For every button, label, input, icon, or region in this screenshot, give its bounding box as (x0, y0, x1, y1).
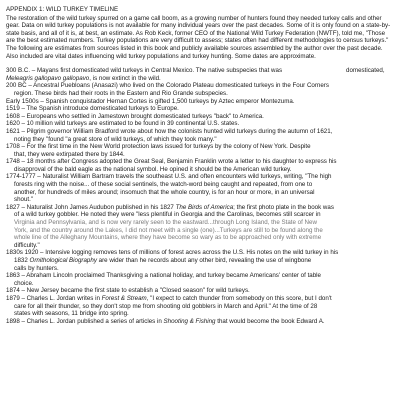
entry-continuation: another, for hundreds of miles around; insomuch that the whole country, is for an hour or more, in an universal (14, 188, 315, 196)
entry-text: 1827 – Naturalist John James Audubon published in his 1827 (6, 203, 174, 211)
timeline-entry-1879 (6, 295, 394, 318)
entry-continuation: states with seasons, 11 bridge into spring. (14, 310, 129, 318)
entry-text: that would become the book Edward A. (217, 317, 325, 325)
entry-text: ; the first photo plate in the book was (233, 203, 334, 211)
entry-text: 1608 – Europeans who settled in Jamestown brought domesticated turkeys "back" to America. (6, 112, 264, 120)
publication-title: Forest & Stream (101, 294, 147, 302)
entry-continuation: whole line of the Alleghany Mountains, where they have become so wary as to be approached only with extreme (14, 234, 322, 242)
entry-text: 1519 – The Spanish introduce domesticated turkeys to Europe. (6, 105, 179, 113)
entry-text: 1863 – Abraham Lincoln proclaimed Thanksgiving a national holiday, and turkey became Americans' center of table (6, 272, 321, 280)
timeline-entry-1774 (6, 173, 394, 203)
entry-text: 1879 – Charles L. Jordan writes in (6, 294, 100, 302)
intro-text: The restoration of the wild turkey spurred on a game call boom, as a growing number of hunters found they needed turkey calls and other gear. Data on wild turkey populations is not available for many individual years over the past decades. Some of it is only found on a state-by-state basis, and all of it is, at best, an estimate. As Rob Keck, former CEO of the National Wild Turkey Federation (NWTF), told me, "Those are the best estimated numbers. Turkey populations are very difficult to assess; states often had different methodologies to census turkeys." The following are estimates from sources listed in this book and publicly available sources assembled by the author over the past decade. Also included are vital dates influencing wild turkey populations and turkey hunting. Some dates are approximate. (6, 14, 391, 60)
entry-continuation: choice. (14, 279, 34, 287)
publication-title: Shooting & Fishing (163, 317, 216, 325)
timeline-entry-1608 (6, 113, 394, 121)
entry-text: 1898 – Charles L. Jordan published a series of articles in (6, 317, 162, 325)
entry-continuation: disapproval of the bald eagle as the national symbol. He opined it should be the American wild turkey. (14, 165, 292, 173)
entry-continuation: difficulty." (14, 241, 40, 249)
timeline-entry-1830s (6, 249, 394, 272)
timeline-entry-300bc (6, 67, 394, 82)
entry-continuation: shout." (14, 196, 34, 204)
entry-continuation: region. These birds had their roots in the Eastern and Rio Grande subspecies. (14, 89, 228, 97)
timeline-entry-200bc (6, 82, 394, 97)
timeline-entry-1827 (6, 204, 394, 250)
entry-continuation: of a wild turkey gobbler. He noted they were "less plentiful in Georgia and the Carolinas, becomes still scarcer in (14, 211, 321, 219)
entry-continuation: noting they "found "a great store of wild turkeys, of which they took many." (14, 135, 217, 143)
timeline-entry-1748 (6, 158, 394, 173)
entry-continuation: that, they were extirpated there by 1844. (14, 150, 125, 158)
timeline-entry-1708 (6, 143, 394, 158)
entry-text: , "I expect to catch thunder from somebody on this score, but I don't (146, 294, 332, 302)
timeline-entry-1874 (6, 287, 394, 295)
entry-text: 200 BC – Ancestral Puebloans (Anasazi) who lived on the Colorado Plateau domesticated turkeys in the Four Corners (6, 82, 329, 90)
species-name: Meleagris gallopavo gallopavo (6, 74, 90, 82)
page-title (6, 6, 394, 14)
entry-continuation: calls by hunters. (14, 264, 59, 272)
entry-text: are wider than he records about any other bird, revealing the use of wingbone (98, 257, 312, 264)
entry-text: 1621 – Pilgrim governor William Bradford wrote about how the colonists hunted wild turkeys during the autumn of 1621, (6, 127, 333, 135)
intro-paragraph (6, 15, 394, 61)
entry-continuation: care for all their thunder, so they don't stop me from shooting old gobblers in March and April." At the time of 28 (14, 302, 318, 310)
entry-continuation: forests ring with the noise... of these social sentinels, the watch-word being caught and repeated, from one to (14, 181, 313, 189)
entry-continuation: Virginia and Pennsylvania, and is now very rarely seen to the eastward...through Long Island, the State of New (14, 219, 317, 227)
book-title: Ornithological Biography (29, 257, 97, 264)
timeline-entry-1863 (6, 272, 394, 287)
entry-continuation: York, and the country around the Lakes, I did not meet with a single (one)...Turkeys are still to be found along the (14, 226, 323, 234)
timeline-entry-1620 (6, 120, 394, 128)
entry-text: 1774-1777 – Naturalist William Bartram travels the southeast U.S. and often encounters wild turkeys, writing, "The high (6, 173, 332, 181)
entry-text: 1620 – 10 million wild turkeys are estimated to be found in 39 continental U.S. states. (6, 120, 240, 128)
entry-text: , is now extinct in the wild. (89, 74, 161, 82)
book-title: The Birds of America (175, 203, 234, 211)
entry-text: 1708 – For the first time in the New World protection laws issued for turkeys by the colony of New York. Despite (6, 143, 311, 151)
timeline-entry-1621 (6, 128, 394, 143)
entry-text: 1874 – New Jersey became the first state to establish a "Closed season" for wild turkeys. (6, 287, 250, 295)
entry-text: domesticated, (346, 67, 385, 75)
entry-text: 300 B.C. – Mayans first domesticated wild turkeys in Central Mexico. The native subspecies that was (6, 67, 283, 75)
page-title-text: APPENDIX 1: WILD TURKEY TIMELINE (6, 6, 119, 13)
entry-text: 1830s 1920 – Intensive logging removes tens of millions of forest acres across the U.S. His notes on the wild turkey in his (6, 249, 339, 257)
timeline-entry-early-1500s (6, 98, 394, 106)
entry-text: 1748 – 18 months after Congress adopted the Great Seal, Benjamin Franklin wrote a letter to his daughter to express his (6, 158, 337, 166)
timeline-entry-1898 (6, 318, 394, 326)
entry-text: Early 1500s – Spanish conquistador Hernan Cortes is gifted 1,500 turkeys by Aztec emperor Montezuma. (6, 97, 295, 105)
entry-text: 1832 (14, 257, 28, 264)
timeline-entry-1519 (6, 105, 394, 113)
